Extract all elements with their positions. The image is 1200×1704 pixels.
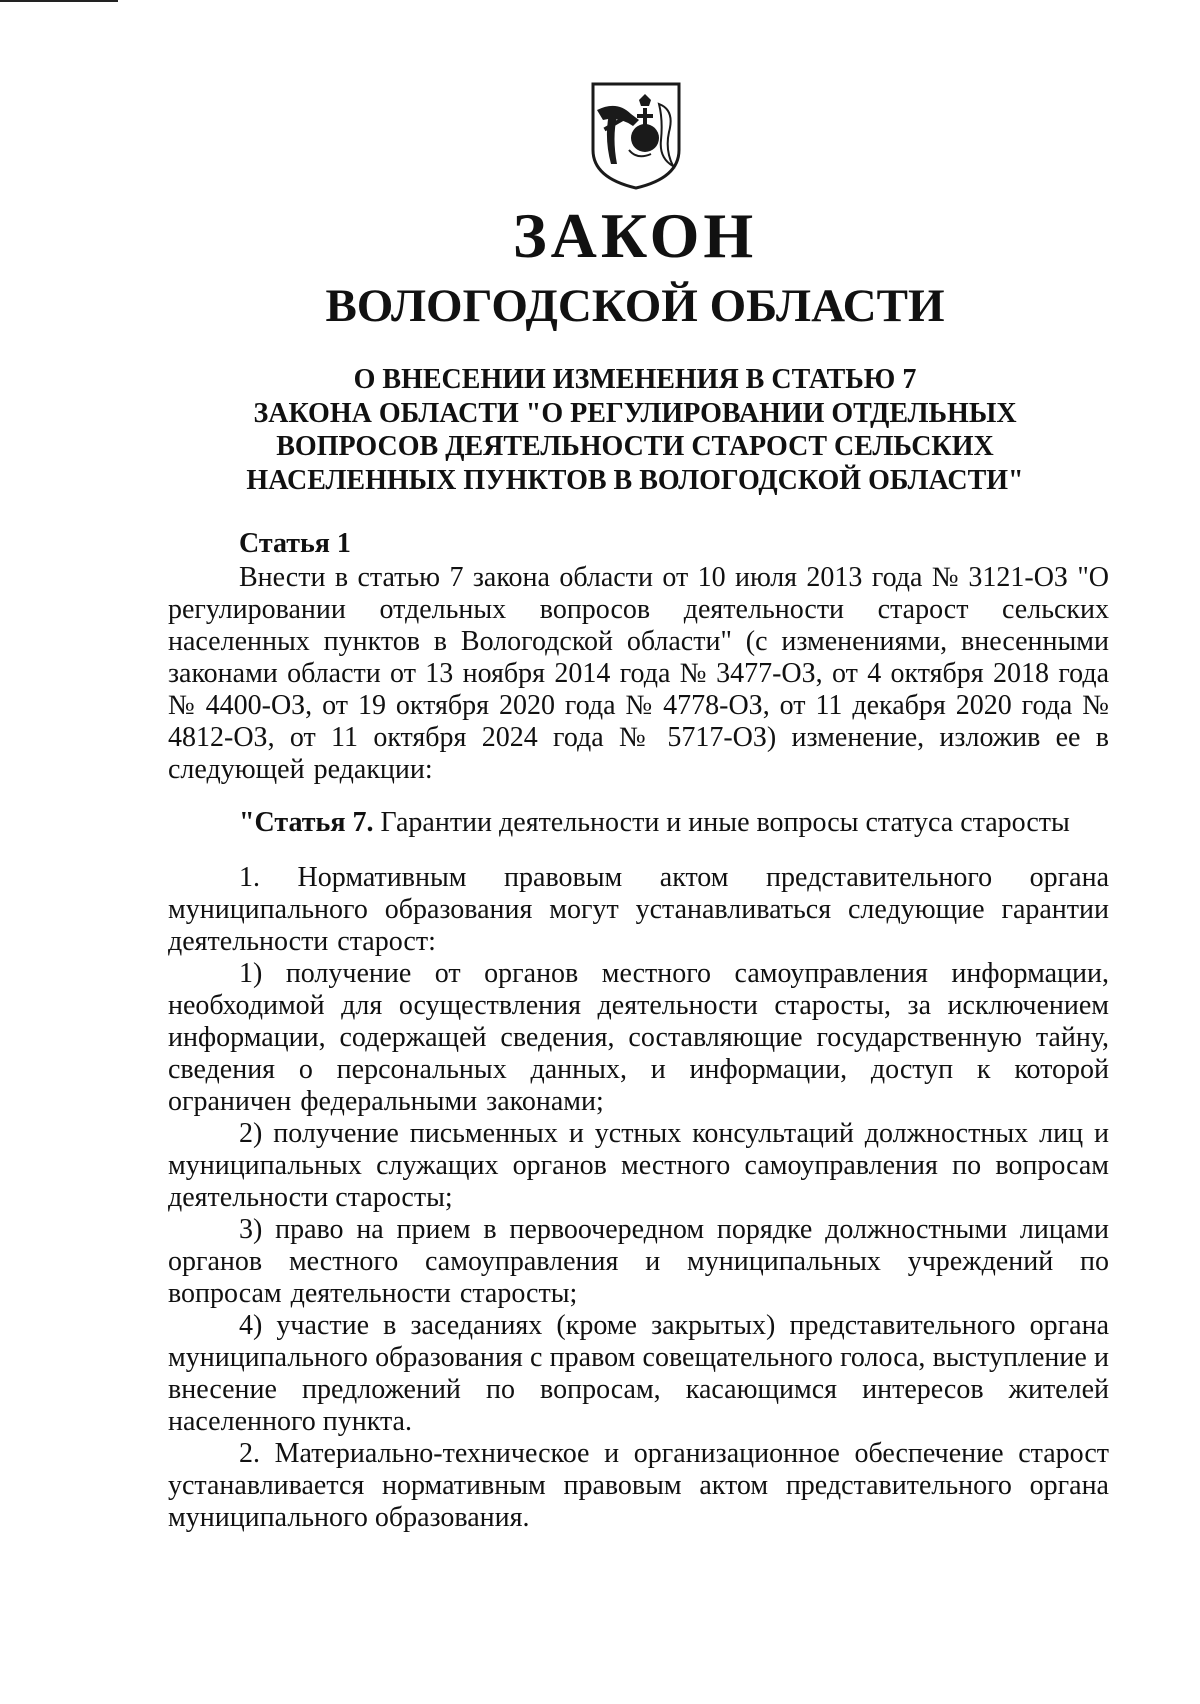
scan-edge-line [0, 0, 118, 2]
article-text: Внести в статью 7 закона области от 10 июля 2013 года № 3121-ОЗ "О регулировании отдельных вопросов деятельности старост сельских населенных пунктов в Вологодской области" (с изменениями, внесенными законами области от 13 ноября 2014 года № 3477-ОЗ, от 4 октября 2018 года № 4400-ОЗ, от 19 октября 2020 года № 4778-ОЗ, от 11 декабря 2020 года № 4812-ОЗ, от 11 октября 2024 года № 5717-ОЗ) изменение, изложив ее в следующей редакции: [168, 562, 1109, 785]
new-article-title: Гарантии деятельности и иные вопросы статуса старосты [380, 807, 1070, 838]
subject-line: ВОПРОСОВ ДЕЯТЕЛЬНОСТИ СТАРОСТ СЕЛЬСКИХ [276, 431, 994, 462]
paragraph: 1. Нормативным правовым актом представительного органа муниципального образования могут устанавливаться следующие гарантии деятельности старост: [168, 862, 1109, 957]
law-title: ЗАКОН [512, 200, 758, 271]
list-item: 2) получение письменных и устных консультаций должностных лиц и муниципальных служащих органов местного самоуправления по вопросам деятельности старосты; [168, 1118, 1109, 1213]
subject-line: О ВНЕСЕНИИ ИЗМЕНЕНИЯ В СТАТЬЮ 7 [353, 364, 917, 395]
new-article-label: "Статья 7. [239, 807, 374, 838]
law-subject [0, 363, 1200, 497]
subject-line: ЗАКОНА ОБЛАСТИ "О РЕГУЛИРОВАНИИ ОТДЕЛЬНЫХ [253, 397, 1017, 429]
list-item: 1) получение от органов местного самоуправления информации, необходимой для осуществления деятельности старосты, за исключением информации, содержащей сведения, составляющие государственную тайну, сведения о персональных данных, и информации, доступ к которой ограничен федеральными законами; [168, 958, 1109, 1117]
list-item: 4) участие в заседаниях (кроме закрытых) представительного органа муниципального образования с правом совещательного голоса, выступление и внесение предложений по вопросам, касающимся интересов жителей населенного пункта. [168, 1310, 1109, 1437]
document-body [168, 528, 1109, 1534]
paragraph: 2. Материально-техническое и организационное обеспечение старост устанавливается нормативным правовым актом представительного органа муниципального образования. [168, 1438, 1109, 1533]
new-article-heading [168, 807, 1109, 839]
article-heading: Статья 1 [239, 528, 351, 559]
list-item: 3) право на прием в первоочередном порядке должностными лицами органов местного самоуправления и муниципальных учреждений по вопросам деятельности старосты; [168, 1214, 1109, 1309]
region-title: ВОЛОГОДСКОЙ ОБЛАСТИ [325, 280, 945, 332]
subject-line: НАСЕЛЕННЫХ ПУНКТОВ В ВОЛОГОДСКОЙ ОБЛАСТИ" [246, 464, 1024, 496]
coat-of-arms-icon [589, 80, 683, 192]
